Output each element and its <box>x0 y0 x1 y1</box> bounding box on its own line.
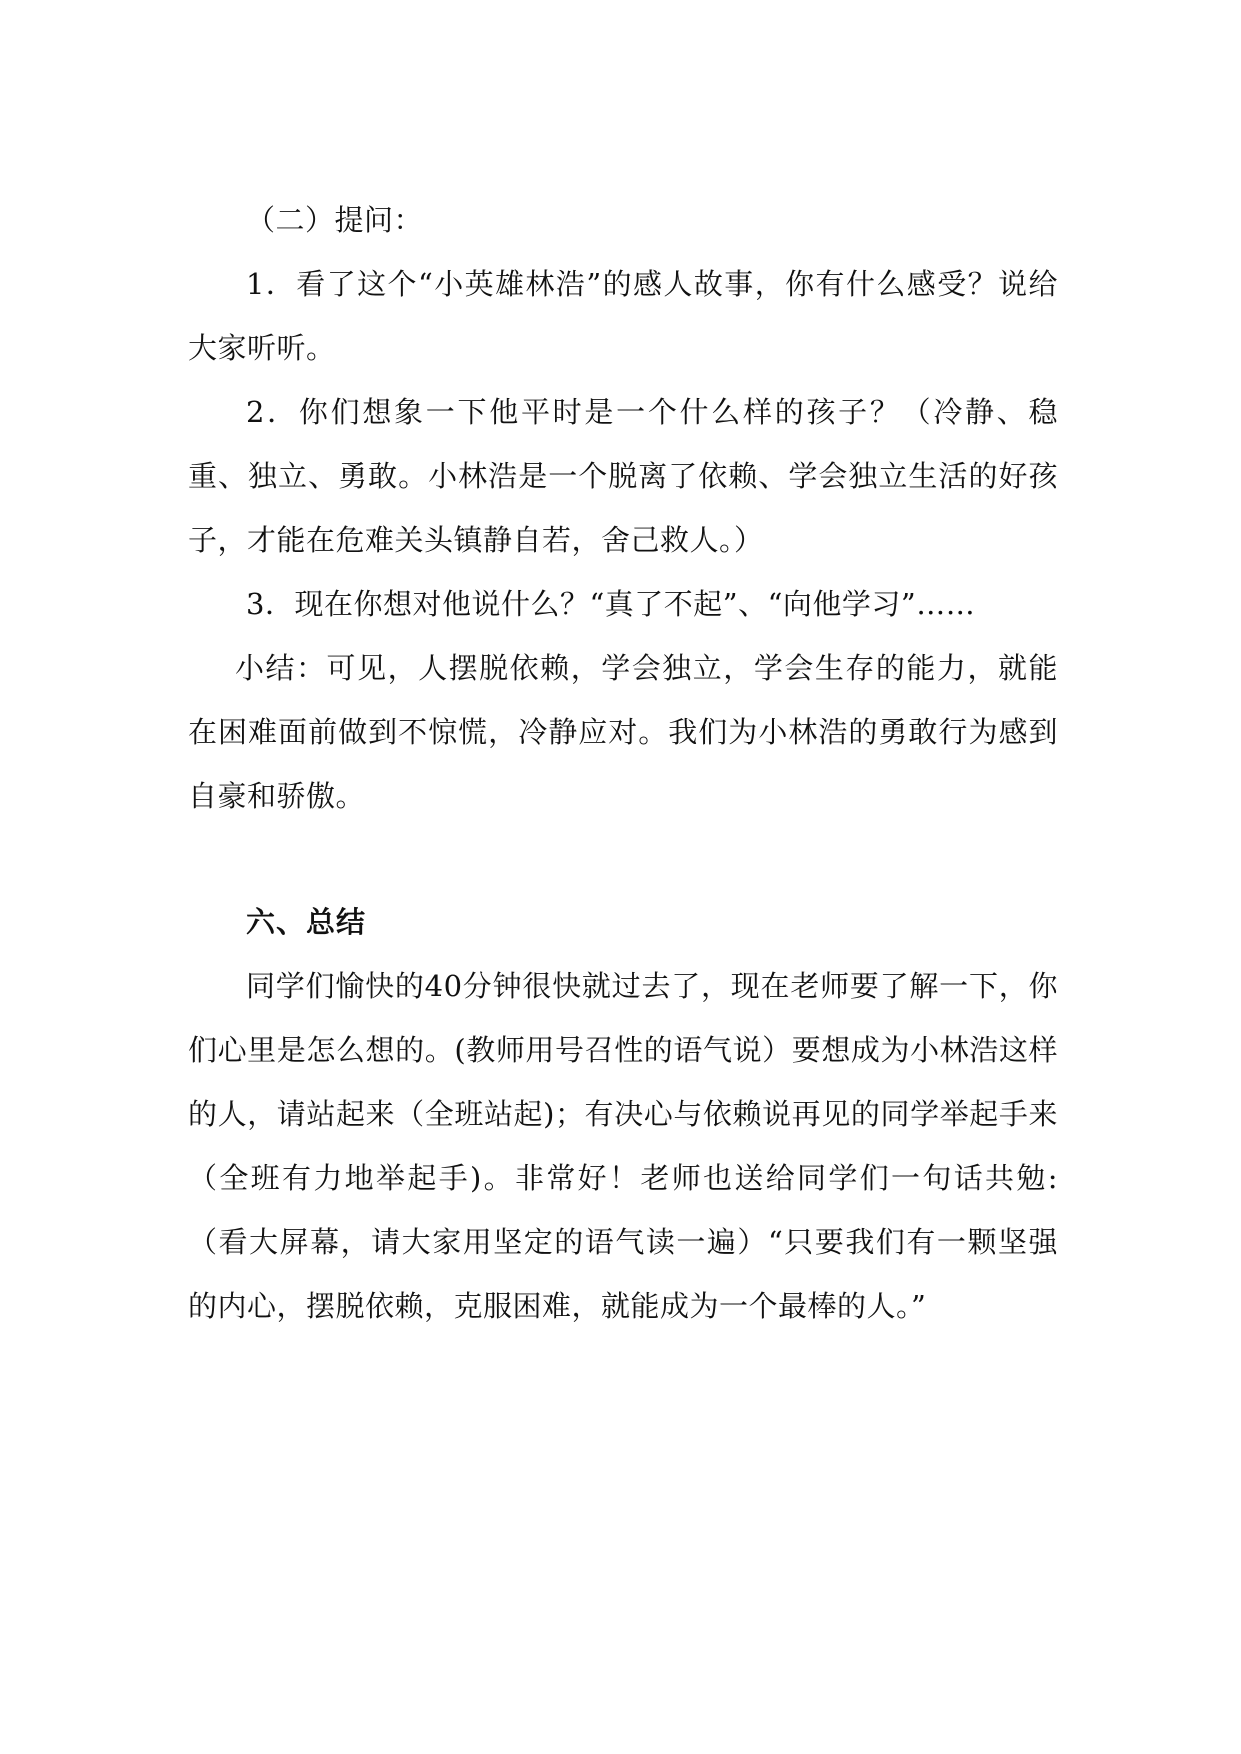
section-spacer <box>188 828 1058 890</box>
subsection-title: （二）提问： <box>246 203 424 237</box>
section-heading: 六、总结 <box>246 905 367 939</box>
document-body <box>188 188 1058 1338</box>
question-2: 2．你们想象一下他平时是一个什么样的孩子？（冷静、稳重、独立、勇敢。小林浩是一个脱离了依赖、学会独立生活的好孩子，才能在危难关头镇静自若，舍己救人。） <box>188 395 1058 557</box>
question-1: 1．看了这个“小英雄林浩”的感人故事，你有什么感受？说给大家听听。 <box>188 267 1058 365</box>
question-3: 3．现在你想对他说什么？“真了不起”、“向他学习”…… <box>246 587 976 621</box>
conclusion-paragraph: 同学们愉快的40分钟很快就过去了，现在老师要了解一下，你们心里是怎么想的。(教师用号召性的语气说）要想成为小林浩这样的人，请站起来（全班站起)；有决心与依赖说再见的同学举起手来（全班有力地举起手)。非常好！老师也送给同学们一句话共勉:（看大屏幕，请大家用坚定的语气读一遍）“只要我们有一颗坚强的内心，摆脱依赖，克服困难，就能成为一个最棒的人。” <box>188 969 1058 1323</box>
summary-paragraph: 小结：可见，人摆脱依赖，学会独立，学会生存的能力，就能在困难面前做到不惊慌，冷静应对。我们为小林浩的勇敢行为感到自豪和骄傲。 <box>188 651 1058 813</box>
